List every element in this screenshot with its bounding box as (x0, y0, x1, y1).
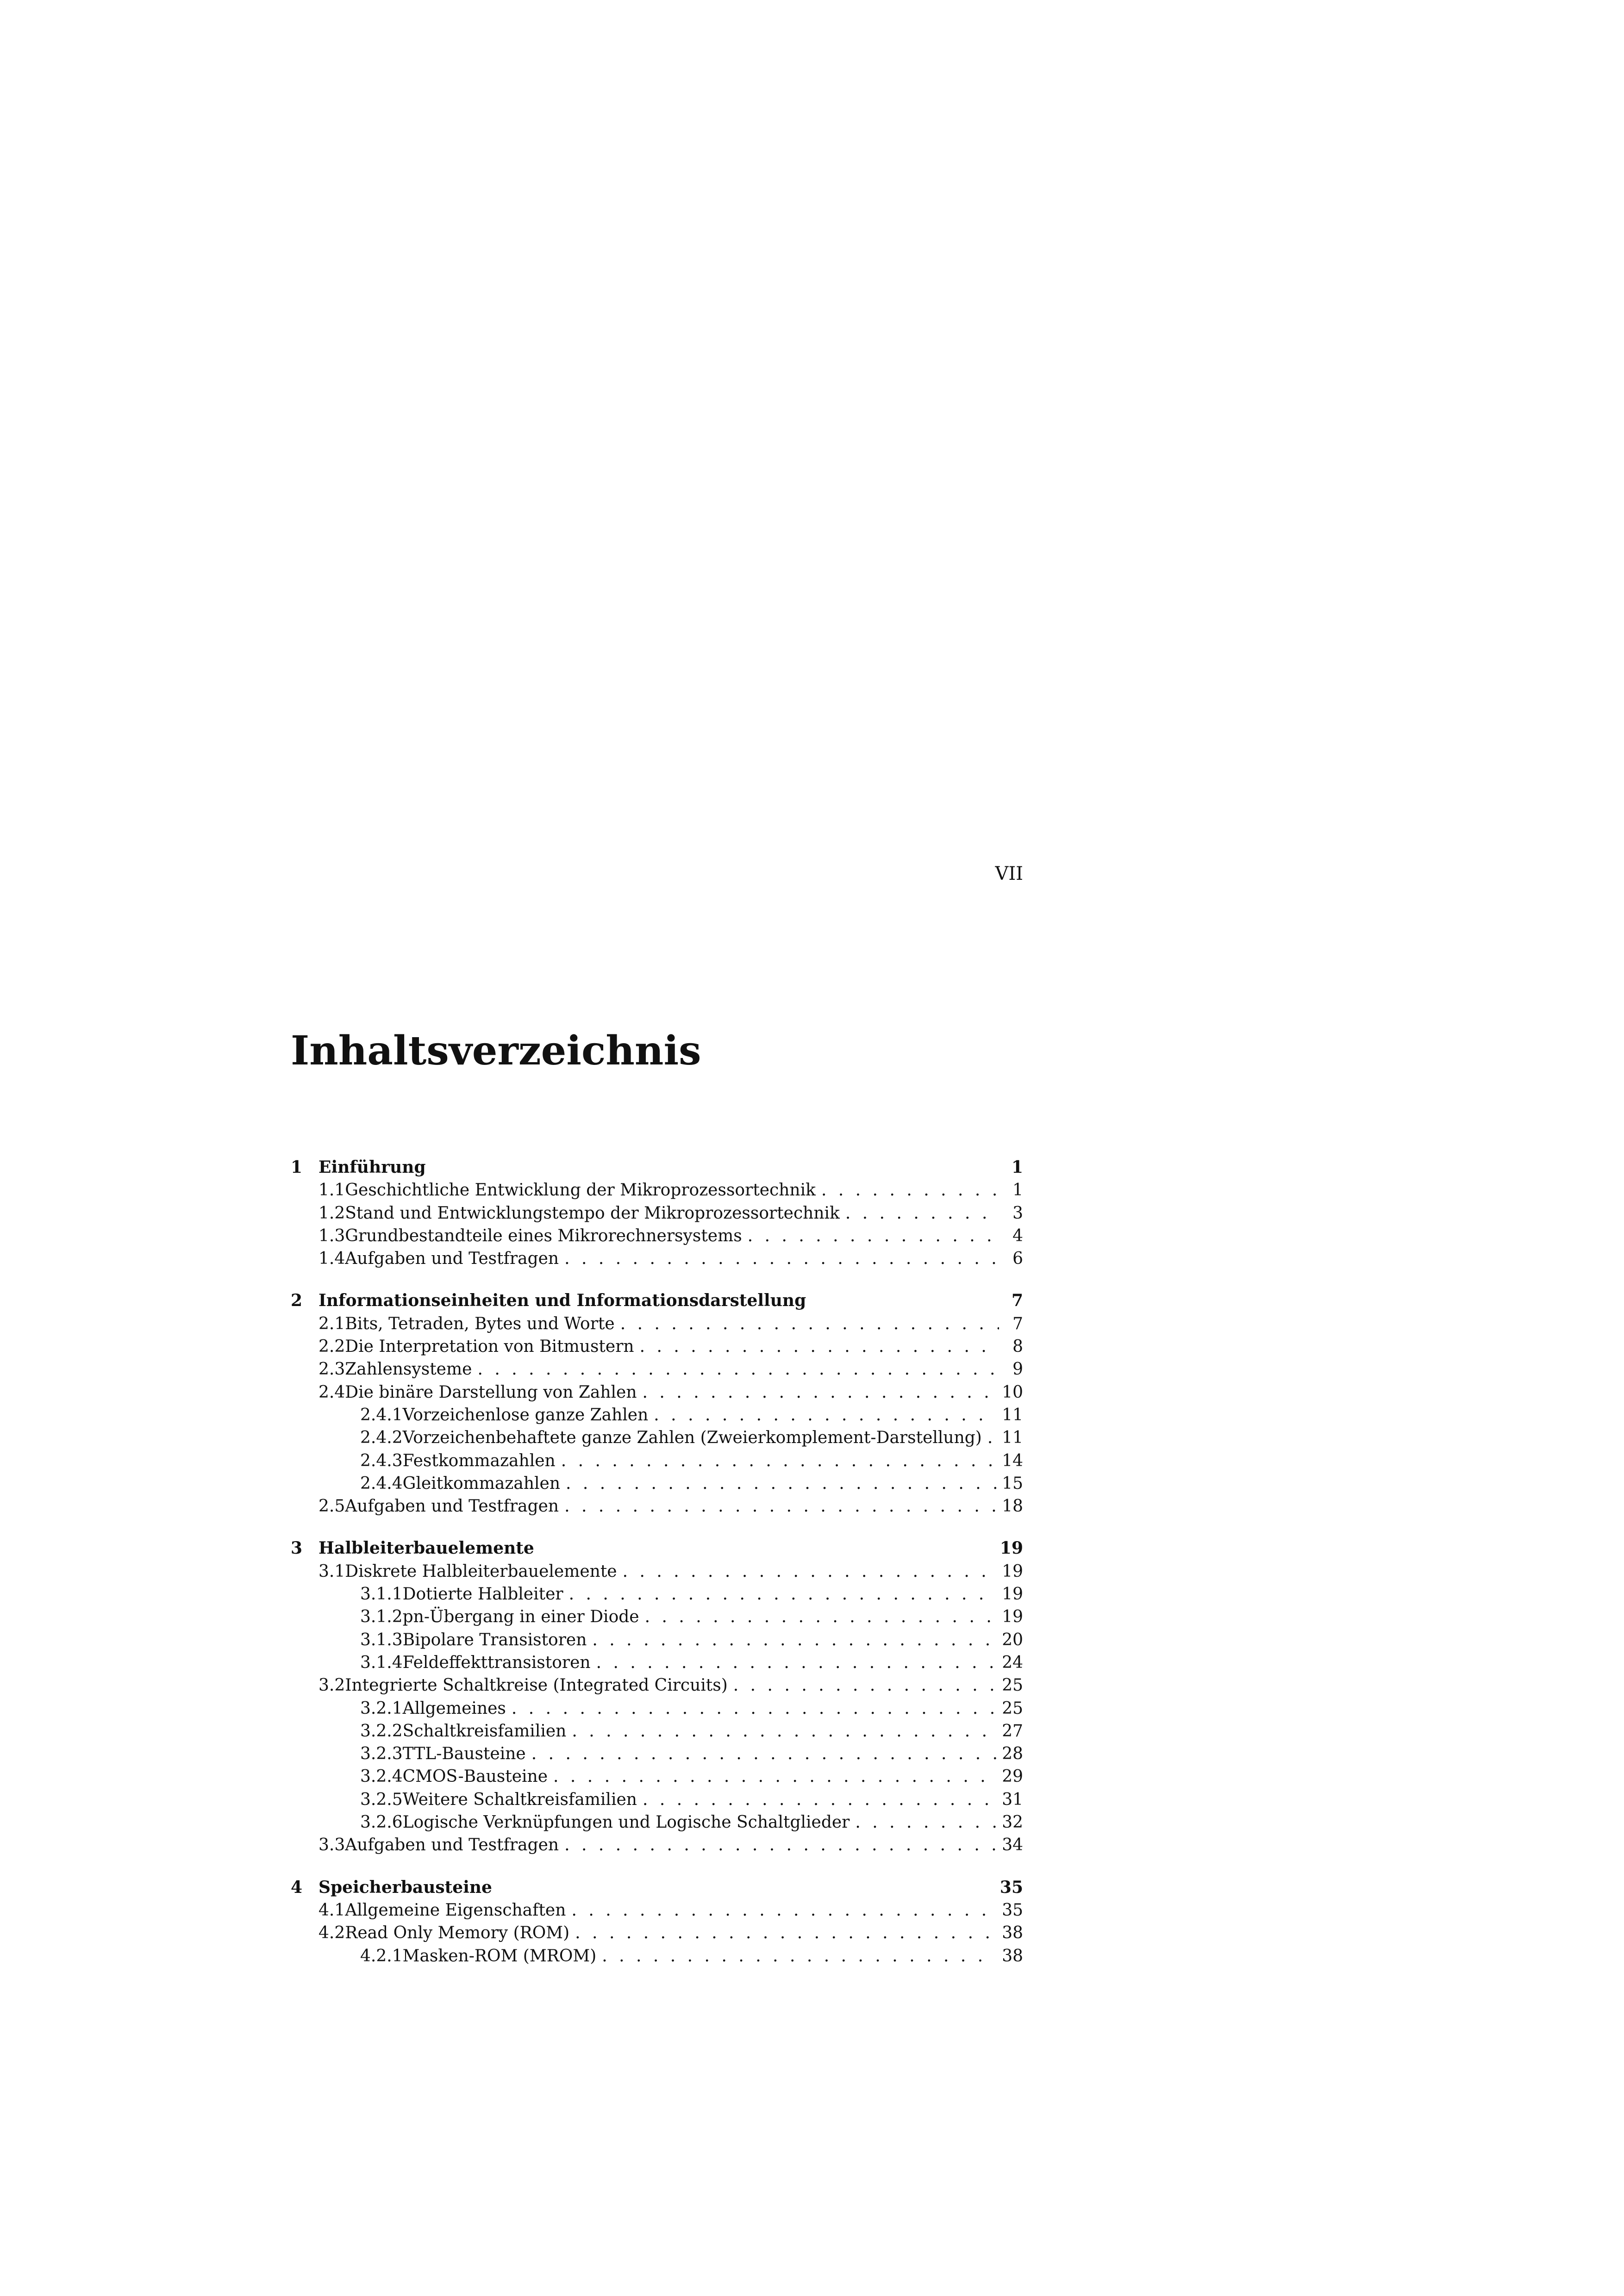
dot-leaders (733, 1674, 996, 1697)
section-number: 3.2.4 (360, 1767, 403, 1786)
section-title: Logische Verknüpfungen und Logische Schaltglieder (402, 1813, 850, 1832)
toc-section[interactable] (291, 1495, 1023, 1518)
toc-chapter[interactable] (291, 1156, 1023, 1179)
toc-section[interactable] (291, 1179, 1023, 1201)
toc-section[interactable] (291, 1560, 1023, 1583)
toc-section[interactable] (291, 1225, 1023, 1247)
toc-subsection[interactable] (291, 1720, 1023, 1742)
section-page-number: 25 (1002, 1676, 1023, 1695)
dot-leaders (477, 1358, 999, 1381)
toc-section[interactable] (291, 1247, 1023, 1270)
section-title: Zahlensysteme (345, 1360, 472, 1379)
section-number: 3.1.1 (360, 1585, 403, 1604)
chapter-page-number: 7 (1011, 1291, 1023, 1311)
section-number: 3.2 (319, 1676, 345, 1695)
toc-subsection[interactable] (291, 1404, 1023, 1426)
section-page-number: 20 (1002, 1630, 1023, 1649)
dot-leaders (643, 1381, 997, 1404)
section-page-number: 32 (1002, 1813, 1023, 1832)
chapter-number: 3 (291, 1538, 303, 1558)
toc-chapter[interactable] (291, 1289, 1023, 1312)
section-title: Grundbestandteile eines Mikrorechnersystems (345, 1226, 742, 1245)
toc-chapter[interactable] (291, 1876, 1023, 1899)
section-title: Feldeffekttransistoren (402, 1653, 591, 1672)
toc-subsection[interactable] (291, 1472, 1023, 1495)
toc-subsection[interactable] (291, 1605, 1023, 1628)
section-number: 2.3 (319, 1360, 345, 1379)
section-number: 2.1 (319, 1314, 345, 1333)
section-title: CMOS-Bausteine (402, 1767, 548, 1786)
section-number: 3.1.3 (360, 1630, 403, 1649)
toc-subsection[interactable] (291, 1697, 1023, 1720)
toc-section[interactable] (291, 1335, 1023, 1358)
section-page-number: 28 (1002, 1744, 1023, 1764)
dot-leaders (596, 1651, 997, 1674)
section-page-number: 31 (1002, 1790, 1023, 1809)
section-title: Allgemeines (402, 1699, 506, 1718)
dot-leaders (592, 1629, 996, 1651)
dot-leaders (643, 1788, 996, 1811)
toc-subsection[interactable] (291, 1651, 1023, 1674)
section-page-number: 38 (1002, 1946, 1023, 1966)
dot-leaders (566, 1472, 996, 1495)
section-page-number: 34 (1002, 1836, 1023, 1855)
table-of-contents (291, 1156, 1023, 1967)
toc-section[interactable] (291, 1381, 1023, 1404)
section-page-number: 8 (1012, 1337, 1023, 1356)
section-number: 1.4 (319, 1249, 345, 1269)
section-page-number: 10 (1002, 1382, 1023, 1402)
dot-leaders (987, 1426, 996, 1449)
section-title: Vorzeichenbehaftete ganze Zahlen (Zweierkomplement-Darstellung) (402, 1428, 982, 1448)
toc-section[interactable] (291, 1674, 1023, 1697)
section-number: 2.5 (319, 1497, 345, 1516)
dot-leaders (602, 1945, 996, 1967)
chapter-title: Informationseinheiten und Informationsdarstellung (319, 1291, 806, 1311)
dot-leaders (531, 1742, 996, 1765)
chapter-title: Einführung (319, 1157, 426, 1177)
chapter-page-number: 35 (999, 1877, 1023, 1897)
section-page-number: 35 (1002, 1900, 1023, 1920)
dot-leaders (845, 1202, 999, 1225)
section-number: 1.1 (319, 1181, 345, 1200)
section-page-number: 4 (1012, 1226, 1023, 1245)
chapter-number: 1 (291, 1157, 303, 1177)
section-title: Integrierte Schaltkreise (Integrated Circuits) (345, 1676, 728, 1695)
dot-leaders (564, 1834, 996, 1856)
section-page-number: 11 (1002, 1405, 1023, 1425)
section-page-number: 1 (1012, 1181, 1023, 1200)
toc-section[interactable] (291, 1834, 1023, 1856)
section-number: 2.4.3 (360, 1451, 403, 1470)
section-title: pn-Übergang in einer Diode (402, 1607, 639, 1627)
section-title: Schaltkreisfamilien (402, 1721, 567, 1741)
section-title: Diskrete Halbleiterbauelemente (345, 1562, 617, 1581)
dot-leaders (512, 1697, 996, 1720)
section-page-number: 7 (1012, 1314, 1023, 1333)
chapter-title: Speicherbausteine (319, 1877, 492, 1897)
section-page-number: 3 (1012, 1203, 1023, 1223)
chapter-number: 4 (291, 1877, 303, 1897)
section-number: 3.2.2 (360, 1721, 403, 1741)
section-number: 4.2.1 (360, 1946, 403, 1966)
section-title: Vorzeichenlose ganze Zahlen (402, 1405, 649, 1425)
section-title: Weitere Schaltkreisfamilien (402, 1790, 637, 1809)
toc-subsection[interactable] (291, 1583, 1023, 1605)
section-number: 1.2 (319, 1203, 345, 1223)
section-number: 2.4.2 (360, 1428, 403, 1448)
dot-leaders (640, 1335, 999, 1358)
section-number: 3.1.2 (360, 1607, 403, 1627)
section-number: 3.2.3 (360, 1744, 403, 1764)
chapter-page-number: 19 (999, 1538, 1023, 1558)
dot-leaders (654, 1404, 996, 1426)
toc-chapter[interactable] (291, 1537, 1023, 1560)
toc-subsection[interactable] (291, 1811, 1023, 1834)
page-number: VII (995, 863, 1023, 884)
section-number: 3.2.5 (360, 1790, 403, 1809)
toc-subsection[interactable] (291, 1450, 1023, 1472)
toc-subsection[interactable] (291, 1945, 1023, 1967)
section-title: Geschichtliche Entwicklung der Mikroprozessortechnik (345, 1181, 816, 1200)
section-number: 2.4.4 (360, 1474, 403, 1493)
dot-leaders (572, 1720, 996, 1742)
section-title: Die binäre Darstellung von Zahlen (345, 1382, 637, 1402)
page-title: Inhaltsverzeichnis (291, 1027, 701, 1074)
section-page-number: 14 (1002, 1451, 1023, 1470)
section-title: Aufgaben und Testfragen (345, 1497, 559, 1516)
dot-leaders (645, 1605, 997, 1628)
toc-subsection[interactable] (291, 1426, 1023, 1449)
section-number: 2.4.1 (360, 1405, 403, 1425)
toc-section[interactable] (291, 1313, 1023, 1335)
section-number: 4.2 (319, 1923, 345, 1943)
section-page-number: 25 (1002, 1699, 1023, 1718)
section-page-number: 38 (1002, 1923, 1023, 1943)
section-title: Bipolare Transistoren (402, 1630, 587, 1649)
section-title: Stand und Entwicklungstempo der Mikroprozessortechnik (345, 1203, 840, 1223)
chapter-title: Halbleiterbauelemente (319, 1538, 534, 1558)
section-number: 3.1 (319, 1562, 345, 1581)
section-title: Aufgaben und Testfragen (345, 1249, 559, 1269)
section-number: 3.2.1 (360, 1699, 403, 1718)
section-title: Aufgaben und Testfragen (345, 1836, 559, 1855)
section-title: Dotierte Halbleiter (402, 1585, 563, 1604)
section-page-number: 27 (1002, 1721, 1023, 1741)
section-number: 4.1 (319, 1900, 345, 1920)
dot-leaders (821, 1179, 999, 1201)
toc-section[interactable] (291, 1899, 1023, 1922)
section-number: 3.1.4 (360, 1653, 403, 1672)
section-title: Festkommazahlen (402, 1451, 556, 1470)
section-title: TTL-Bausteine (402, 1744, 526, 1764)
section-title: Die Interpretation von Bitmustern (345, 1337, 634, 1356)
section-number: 3.2.6 (360, 1813, 403, 1832)
toc-subsection[interactable] (291, 1629, 1023, 1651)
dot-leaders (561, 1450, 996, 1472)
section-page-number: 11 (1002, 1428, 1023, 1448)
dot-leaders (748, 1225, 999, 1247)
section-page-number: 19 (1002, 1562, 1023, 1581)
toc-subsection[interactable] (291, 1742, 1023, 1765)
chapter-page-number: 1 (1011, 1157, 1023, 1177)
section-number: 3.3 (319, 1836, 345, 1855)
dot-leaders (564, 1247, 999, 1270)
section-page-number: 19 (1002, 1607, 1023, 1627)
section-page-number: 24 (1002, 1653, 1023, 1672)
toc-section[interactable] (291, 1358, 1023, 1381)
toc-section[interactable] (291, 1922, 1023, 1944)
dot-leaders (623, 1560, 997, 1583)
section-number: 2.4 (319, 1382, 345, 1402)
section-page-number: 19 (1002, 1585, 1023, 1604)
section-title: Gleitkommazahlen (402, 1474, 561, 1493)
section-number: 1.3 (319, 1226, 345, 1245)
dot-leaders (564, 1495, 996, 1518)
dot-leaders (569, 1583, 997, 1605)
toc-subsection[interactable] (291, 1765, 1023, 1788)
toc-subsection[interactable] (291, 1788, 1023, 1811)
section-page-number: 6 (1012, 1249, 1023, 1269)
toc-section[interactable] (291, 1202, 1023, 1225)
section-page-number: 15 (1002, 1474, 1023, 1493)
section-page-number: 9 (1012, 1360, 1023, 1379)
section-title: Bits, Tetraden, Bytes und Worte (345, 1314, 615, 1333)
dot-leaders (575, 1922, 996, 1944)
section-page-number: 18 (1002, 1497, 1023, 1516)
section-page-number: 29 (1002, 1767, 1023, 1786)
dot-leaders (620, 1313, 999, 1335)
section-title: Masken-ROM (MROM) (402, 1946, 597, 1966)
section-number: 2.2 (319, 1337, 345, 1356)
section-title: Read Only Memory (ROM) (345, 1923, 570, 1943)
dot-leaders (571, 1899, 996, 1922)
dot-leaders (855, 1811, 996, 1834)
dot-leaders (553, 1765, 996, 1788)
section-title: Allgemeine Eigenschaften (345, 1900, 566, 1920)
chapter-number: 2 (291, 1291, 303, 1311)
